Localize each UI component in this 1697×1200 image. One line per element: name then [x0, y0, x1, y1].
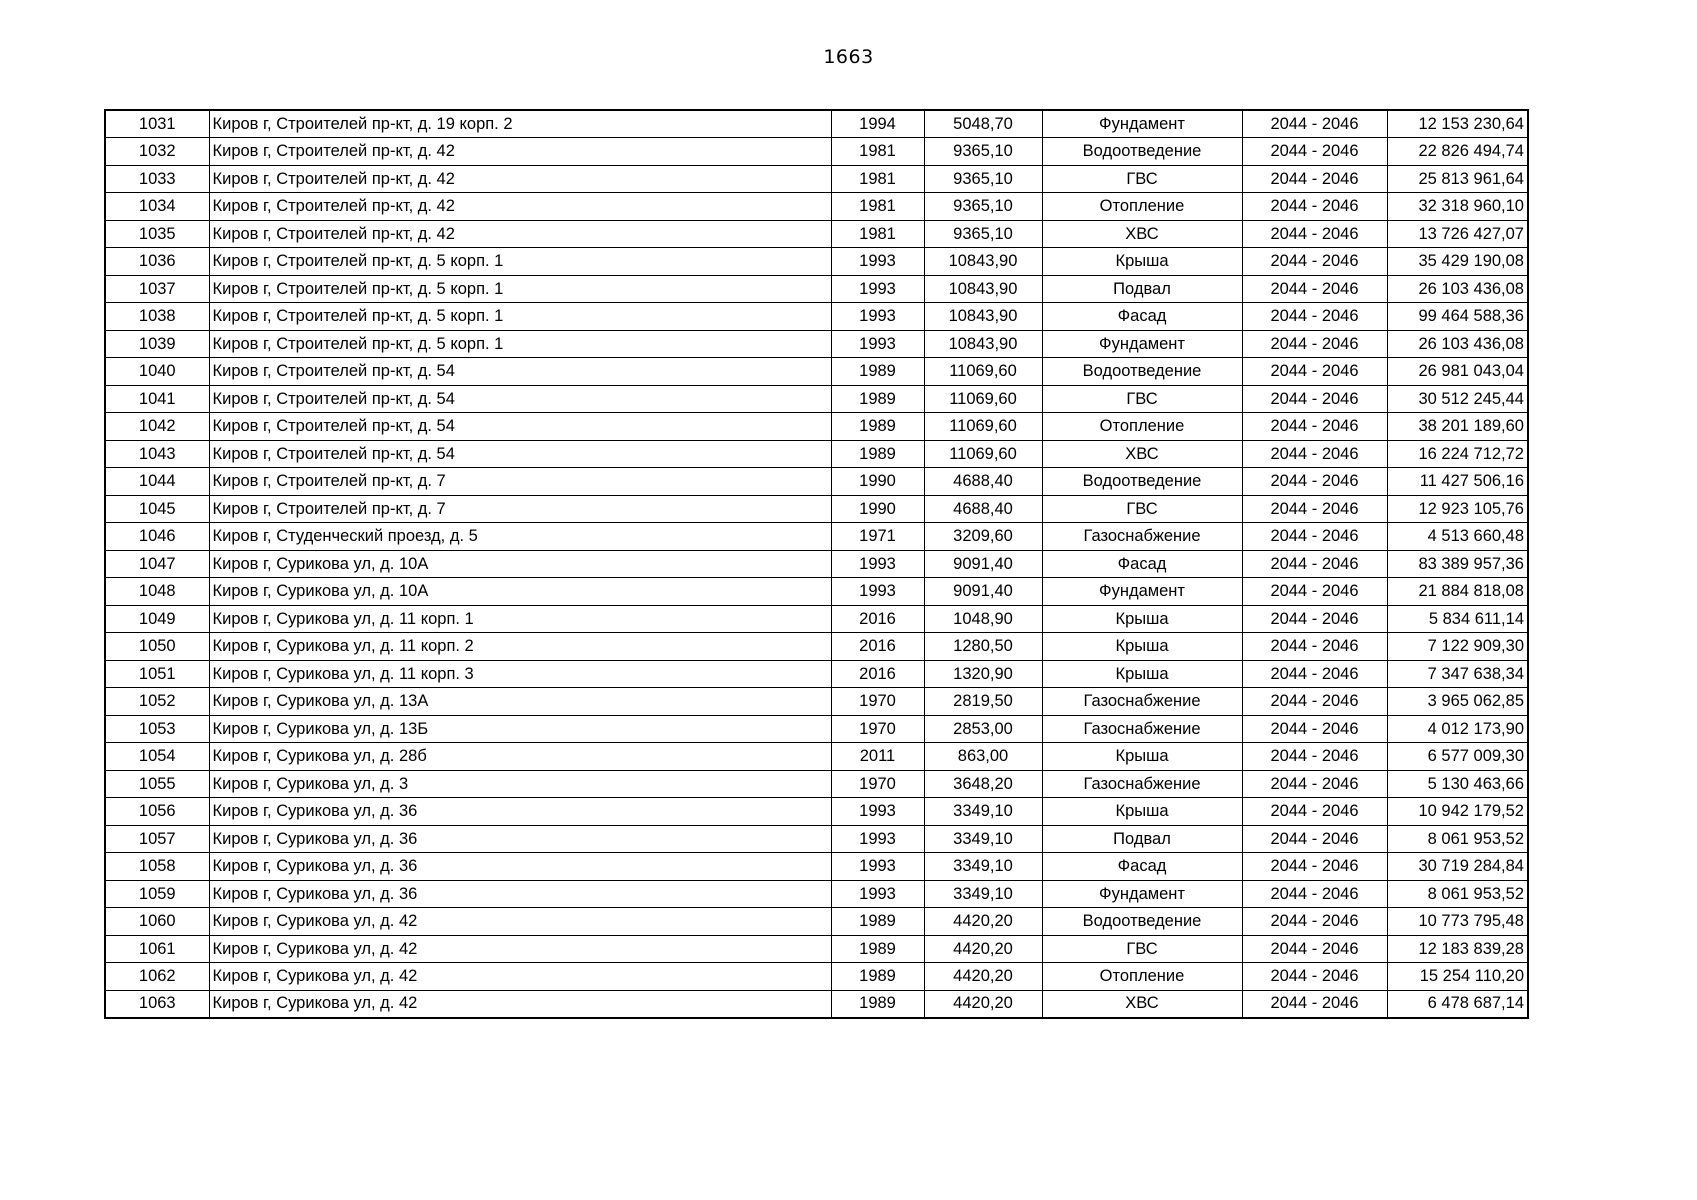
table-row — [105, 578, 1528, 606]
area-cell: 11069,60 — [924, 440, 1042, 468]
work-type-cell: Фундамент — [1042, 880, 1242, 908]
row-number-cell: 1031 — [105, 110, 209, 138]
area-cell: 4420,20 — [924, 990, 1042, 1018]
row-number-cell: 1041 — [105, 385, 209, 413]
row-number-cell: 1033 — [105, 165, 209, 193]
area-cell: 9091,40 — [924, 578, 1042, 606]
cost-cell: 7 122 909,30 — [1387, 633, 1528, 661]
work-type-cell: Фасад — [1042, 303, 1242, 331]
year-built-cell: 1970 — [831, 688, 924, 716]
address-cell: Киров г, Строителей пр-кт, д. 5 корп. 1 — [209, 303, 831, 331]
cost-cell: 26 103 436,08 — [1387, 330, 1528, 358]
table-row — [105, 303, 1528, 331]
address-cell: Киров г, Сурикова ул, д. 36 — [209, 825, 831, 853]
cost-cell: 16 224 712,72 — [1387, 440, 1528, 468]
area-cell: 9091,40 — [924, 550, 1042, 578]
row-number-cell: 1051 — [105, 660, 209, 688]
table-row — [105, 935, 1528, 963]
area-cell: 10843,90 — [924, 248, 1042, 276]
address-cell: Киров г, Строителей пр-кт, д. 5 корп. 1 — [209, 275, 831, 303]
year-built-cell: 2011 — [831, 743, 924, 771]
area-cell: 4688,40 — [924, 468, 1042, 496]
cost-cell: 26 981 043,04 — [1387, 358, 1528, 386]
work-type-cell: Подвал — [1042, 275, 1242, 303]
period-cell: 2044 - 2046 — [1242, 523, 1387, 551]
address-cell: Киров г, Сурикова ул, д. 42 — [209, 935, 831, 963]
area-cell: 4420,20 — [924, 908, 1042, 936]
period-cell: 2044 - 2046 — [1242, 990, 1387, 1018]
table-row — [105, 633, 1528, 661]
area-cell: 9365,10 — [924, 220, 1042, 248]
area-cell: 10843,90 — [924, 275, 1042, 303]
year-built-cell: 1989 — [831, 963, 924, 991]
period-cell: 2044 - 2046 — [1242, 798, 1387, 826]
work-type-cell: Водоотведение — [1042, 358, 1242, 386]
table-row — [105, 440, 1528, 468]
period-cell: 2044 - 2046 — [1242, 715, 1387, 743]
area-cell: 3648,20 — [924, 770, 1042, 798]
table-row — [105, 660, 1528, 688]
cost-cell: 83 389 957,36 — [1387, 550, 1528, 578]
table-row — [105, 715, 1528, 743]
cost-cell: 5 834 611,14 — [1387, 605, 1528, 633]
area-cell: 9365,10 — [924, 193, 1042, 221]
address-cell: Киров г, Строителей пр-кт, д. 42 — [209, 165, 831, 193]
row-number-cell: 1040 — [105, 358, 209, 386]
table-row — [105, 963, 1528, 991]
cost-cell: 6 577 009,30 — [1387, 743, 1528, 771]
area-cell: 1320,90 — [924, 660, 1042, 688]
row-number-cell: 1036 — [105, 248, 209, 276]
cost-cell: 26 103 436,08 — [1387, 275, 1528, 303]
table-row — [105, 770, 1528, 798]
period-cell: 2044 - 2046 — [1242, 578, 1387, 606]
year-built-cell: 1993 — [831, 550, 924, 578]
area-cell: 10843,90 — [924, 303, 1042, 331]
table-row — [105, 468, 1528, 496]
area-cell: 1280,50 — [924, 633, 1042, 661]
cost-cell: 13 726 427,07 — [1387, 220, 1528, 248]
cost-cell: 15 254 110,20 — [1387, 963, 1528, 991]
area-cell: 5048,70 — [924, 110, 1042, 138]
work-type-cell: ГВС — [1042, 385, 1242, 413]
address-cell: Киров г, Сурикова ул, д. 28б — [209, 743, 831, 771]
work-type-cell: Подвал — [1042, 825, 1242, 853]
period-cell: 2044 - 2046 — [1242, 880, 1387, 908]
period-cell: 2044 - 2046 — [1242, 413, 1387, 441]
address-cell: Киров г, Строителей пр-кт, д. 42 — [209, 138, 831, 166]
table-row — [105, 385, 1528, 413]
row-number-cell: 1043 — [105, 440, 209, 468]
cost-cell: 5 130 463,66 — [1387, 770, 1528, 798]
row-number-cell: 1052 — [105, 688, 209, 716]
period-cell: 2044 - 2046 — [1242, 633, 1387, 661]
table-row — [105, 743, 1528, 771]
period-cell: 2044 - 2046 — [1242, 688, 1387, 716]
cost-cell: 35 429 190,08 — [1387, 248, 1528, 276]
row-number-cell: 1048 — [105, 578, 209, 606]
period-cell: 2044 - 2046 — [1242, 303, 1387, 331]
period-cell: 2044 - 2046 — [1242, 220, 1387, 248]
row-number-cell: 1057 — [105, 825, 209, 853]
work-type-cell: ХВС — [1042, 220, 1242, 248]
address-cell: Киров г, Студенческий проезд, д. 5 — [209, 523, 831, 551]
cost-cell: 12 923 105,76 — [1387, 495, 1528, 523]
address-cell: Киров г, Строителей пр-кт, д. 7 — [209, 468, 831, 496]
year-built-cell: 1990 — [831, 468, 924, 496]
cost-cell: 6 478 687,14 — [1387, 990, 1528, 1018]
address-cell: Киров г, Сурикова ул, д. 11 корп. 1 — [209, 605, 831, 633]
row-number-cell: 1058 — [105, 853, 209, 881]
table-body — [105, 110, 1528, 1018]
year-built-cell: 2016 — [831, 660, 924, 688]
address-cell: Киров г, Строителей пр-кт, д. 42 — [209, 193, 831, 221]
table-row — [105, 688, 1528, 716]
year-built-cell: 1993 — [831, 825, 924, 853]
period-cell: 2044 - 2046 — [1242, 550, 1387, 578]
address-cell: Киров г, Сурикова ул, д. 42 — [209, 963, 831, 991]
address-cell: Киров г, Сурикова ул, д. 42 — [209, 990, 831, 1018]
work-type-cell: Фасад — [1042, 550, 1242, 578]
year-built-cell: 1993 — [831, 248, 924, 276]
year-built-cell: 1970 — [831, 770, 924, 798]
table-row — [105, 825, 1528, 853]
address-cell: Киров г, Строителей пр-кт, д. 7 — [209, 495, 831, 523]
area-cell: 4420,20 — [924, 963, 1042, 991]
row-number-cell: 1050 — [105, 633, 209, 661]
row-number-cell: 1035 — [105, 220, 209, 248]
cost-cell: 8 061 953,52 — [1387, 825, 1528, 853]
year-built-cell: 1993 — [831, 853, 924, 881]
row-number-cell: 1032 — [105, 138, 209, 166]
cost-cell: 38 201 189,60 — [1387, 413, 1528, 441]
year-built-cell: 1971 — [831, 523, 924, 551]
work-type-cell: Крыша — [1042, 798, 1242, 826]
year-built-cell: 1993 — [831, 330, 924, 358]
cost-cell: 10 942 179,52 — [1387, 798, 1528, 826]
year-built-cell: 1993 — [831, 578, 924, 606]
page-number: 1663 — [823, 46, 874, 68]
area-cell: 11069,60 — [924, 385, 1042, 413]
address-cell: Киров г, Сурикова ул, д. 10А — [209, 578, 831, 606]
work-type-cell: Фасад — [1042, 853, 1242, 881]
table-row — [105, 880, 1528, 908]
address-cell: Киров г, Сурикова ул, д. 36 — [209, 880, 831, 908]
work-type-cell: Крыша — [1042, 633, 1242, 661]
work-type-cell: Водоотведение — [1042, 908, 1242, 936]
address-cell: Киров г, Сурикова ул, д. 13Б — [209, 715, 831, 743]
work-type-cell: Водоотведение — [1042, 468, 1242, 496]
period-cell: 2044 - 2046 — [1242, 825, 1387, 853]
year-built-cell: 1989 — [831, 908, 924, 936]
table-row — [105, 495, 1528, 523]
row-number-cell: 1060 — [105, 908, 209, 936]
repair-schedule-table — [104, 109, 1529, 1019]
row-number-cell: 1049 — [105, 605, 209, 633]
area-cell: 4688,40 — [924, 495, 1042, 523]
year-built-cell: 1994 — [831, 110, 924, 138]
work-type-cell: Крыша — [1042, 248, 1242, 276]
row-number-cell: 1056 — [105, 798, 209, 826]
area-cell: 863,00 — [924, 743, 1042, 771]
period-cell: 2044 - 2046 — [1242, 908, 1387, 936]
period-cell: 2044 - 2046 — [1242, 248, 1387, 276]
row-number-cell: 1039 — [105, 330, 209, 358]
work-type-cell: Газоснабжение — [1042, 688, 1242, 716]
table-row — [105, 358, 1528, 386]
table-row — [105, 990, 1528, 1018]
address-cell: Киров г, Сурикова ул, д. 10А — [209, 550, 831, 578]
table-row — [105, 165, 1528, 193]
address-cell: Киров г, Сурикова ул, д. 42 — [209, 908, 831, 936]
year-built-cell: 1981 — [831, 138, 924, 166]
address-cell: Киров г, Сурикова ул, д. 36 — [209, 798, 831, 826]
cost-cell: 3 965 062,85 — [1387, 688, 1528, 716]
year-built-cell: 1993 — [831, 880, 924, 908]
table-row — [105, 138, 1528, 166]
address-cell: Киров г, Строителей пр-кт, д. 54 — [209, 358, 831, 386]
cost-cell: 12 153 230,64 — [1387, 110, 1528, 138]
address-cell: Киров г, Сурикова ул, д. 11 корп. 2 — [209, 633, 831, 661]
period-cell: 2044 - 2046 — [1242, 330, 1387, 358]
work-type-cell: Отопление — [1042, 963, 1242, 991]
cost-cell: 4 012 173,90 — [1387, 715, 1528, 743]
address-cell: Киров г, Строителей пр-кт, д. 54 — [209, 440, 831, 468]
year-built-cell: 1989 — [831, 935, 924, 963]
year-built-cell: 1990 — [831, 495, 924, 523]
work-type-cell: ХВС — [1042, 440, 1242, 468]
cost-cell: 32 318 960,10 — [1387, 193, 1528, 221]
work-type-cell: ХВС — [1042, 990, 1242, 1018]
table-row — [105, 605, 1528, 633]
cost-cell: 7 347 638,34 — [1387, 660, 1528, 688]
period-cell: 2044 - 2046 — [1242, 138, 1387, 166]
table-row — [105, 523, 1528, 551]
address-cell: Киров г, Строителей пр-кт, д. 5 корп. 1 — [209, 330, 831, 358]
address-cell: Киров г, Сурикова ул, д. 36 — [209, 853, 831, 881]
row-number-cell: 1045 — [105, 495, 209, 523]
row-number-cell: 1038 — [105, 303, 209, 331]
area-cell: 11069,60 — [924, 413, 1042, 441]
area-cell: 10843,90 — [924, 330, 1042, 358]
row-number-cell: 1053 — [105, 715, 209, 743]
address-cell: Киров г, Сурикова ул, д. 11 корп. 3 — [209, 660, 831, 688]
row-number-cell: 1046 — [105, 523, 209, 551]
cost-cell: 30 512 245,44 — [1387, 385, 1528, 413]
year-built-cell: 2016 — [831, 605, 924, 633]
address-cell: Киров г, Строителей пр-кт, д. 42 — [209, 220, 831, 248]
row-number-cell: 1047 — [105, 550, 209, 578]
area-cell: 3349,10 — [924, 825, 1042, 853]
cost-cell: 10 773 795,48 — [1387, 908, 1528, 936]
period-cell: 2044 - 2046 — [1242, 853, 1387, 881]
period-cell: 2044 - 2046 — [1242, 495, 1387, 523]
cost-cell: 11 427 506,16 — [1387, 468, 1528, 496]
area-cell: 4420,20 — [924, 935, 1042, 963]
work-type-cell: Газоснабжение — [1042, 715, 1242, 743]
year-built-cell: 1993 — [831, 303, 924, 331]
period-cell: 2044 - 2046 — [1242, 385, 1387, 413]
address-cell: Киров г, Строителей пр-кт, д. 5 корп. 1 — [209, 248, 831, 276]
year-built-cell: 1989 — [831, 413, 924, 441]
address-cell: Киров г, Строителей пр-кт, д. 54 — [209, 413, 831, 441]
area-cell: 3349,10 — [924, 880, 1042, 908]
period-cell: 2044 - 2046 — [1242, 935, 1387, 963]
area-cell: 9365,10 — [924, 165, 1042, 193]
cost-cell: 22 826 494,74 — [1387, 138, 1528, 166]
cost-cell: 99 464 588,36 — [1387, 303, 1528, 331]
area-cell: 3349,10 — [924, 798, 1042, 826]
work-type-cell: Газоснабжение — [1042, 523, 1242, 551]
period-cell: 2044 - 2046 — [1242, 770, 1387, 798]
cost-cell: 4 513 660,48 — [1387, 523, 1528, 551]
cost-cell: 30 719 284,84 — [1387, 853, 1528, 881]
work-type-cell: Крыша — [1042, 660, 1242, 688]
row-number-cell: 1037 — [105, 275, 209, 303]
work-type-cell: Водоотведение — [1042, 138, 1242, 166]
period-cell: 2044 - 2046 — [1242, 963, 1387, 991]
row-number-cell: 1055 — [105, 770, 209, 798]
address-cell: Киров г, Строителей пр-кт, д. 54 — [209, 385, 831, 413]
work-type-cell: ГВС — [1042, 495, 1242, 523]
cost-cell: 21 884 818,08 — [1387, 578, 1528, 606]
area-cell: 1048,90 — [924, 605, 1042, 633]
table-row — [105, 413, 1528, 441]
table-row — [105, 275, 1528, 303]
year-built-cell: 2016 — [831, 633, 924, 661]
year-built-cell: 1993 — [831, 275, 924, 303]
table-row — [105, 798, 1528, 826]
year-built-cell: 1981 — [831, 220, 924, 248]
row-number-cell: 1044 — [105, 468, 209, 496]
period-cell: 2044 - 2046 — [1242, 110, 1387, 138]
year-built-cell: 1989 — [831, 385, 924, 413]
year-built-cell: 1989 — [831, 440, 924, 468]
table-row — [105, 853, 1528, 881]
address-cell: Киров г, Строителей пр-кт, д. 19 корп. 2 — [209, 110, 831, 138]
period-cell: 2044 - 2046 — [1242, 275, 1387, 303]
period-cell: 2044 - 2046 — [1242, 358, 1387, 386]
period-cell: 2044 - 2046 — [1242, 193, 1387, 221]
table-row — [105, 220, 1528, 248]
cost-cell: 25 813 961,64 — [1387, 165, 1528, 193]
address-cell: Киров г, Сурикова ул, д. 3 — [209, 770, 831, 798]
work-type-cell: Крыша — [1042, 605, 1242, 633]
table-row — [105, 110, 1528, 138]
work-type-cell: Крыша — [1042, 743, 1242, 771]
year-built-cell: 1981 — [831, 165, 924, 193]
period-cell: 2044 - 2046 — [1242, 743, 1387, 771]
table-row — [105, 908, 1528, 936]
year-built-cell: 1989 — [831, 990, 924, 1018]
table-row — [105, 550, 1528, 578]
row-number-cell: 1034 — [105, 193, 209, 221]
work-type-cell: Фундамент — [1042, 578, 1242, 606]
work-type-cell: Газоснабжение — [1042, 770, 1242, 798]
area-cell: 9365,10 — [924, 138, 1042, 166]
area-cell: 11069,60 — [924, 358, 1042, 386]
area-cell: 3349,10 — [924, 853, 1042, 881]
period-cell: 2044 - 2046 — [1242, 660, 1387, 688]
row-number-cell: 1042 — [105, 413, 209, 441]
period-cell: 2044 - 2046 — [1242, 165, 1387, 193]
row-number-cell: 1061 — [105, 935, 209, 963]
work-type-cell: Отопление — [1042, 413, 1242, 441]
work-type-cell: Фундамент — [1042, 330, 1242, 358]
work-type-cell: ГВС — [1042, 935, 1242, 963]
area-cell: 3209,60 — [924, 523, 1042, 551]
work-type-cell: Отопление — [1042, 193, 1242, 221]
area-cell: 2853,00 — [924, 715, 1042, 743]
table-row — [105, 248, 1528, 276]
table-row — [105, 193, 1528, 221]
row-number-cell: 1054 — [105, 743, 209, 771]
year-built-cell: 1970 — [831, 715, 924, 743]
period-cell: 2044 - 2046 — [1242, 468, 1387, 496]
row-number-cell: 1062 — [105, 963, 209, 991]
work-type-cell: Фундамент — [1042, 110, 1242, 138]
row-number-cell: 1059 — [105, 880, 209, 908]
period-cell: 2044 - 2046 — [1242, 440, 1387, 468]
cost-cell: 8 061 953,52 — [1387, 880, 1528, 908]
row-number-cell: 1063 — [105, 990, 209, 1018]
year-built-cell: 1981 — [831, 193, 924, 221]
year-built-cell: 1989 — [831, 358, 924, 386]
table-row — [105, 330, 1528, 358]
period-cell: 2044 - 2046 — [1242, 605, 1387, 633]
area-cell: 2819,50 — [924, 688, 1042, 716]
address-cell: Киров г, Сурикова ул, д. 13А — [209, 688, 831, 716]
cost-cell: 12 183 839,28 — [1387, 935, 1528, 963]
year-built-cell: 1993 — [831, 798, 924, 826]
work-type-cell: ГВС — [1042, 165, 1242, 193]
